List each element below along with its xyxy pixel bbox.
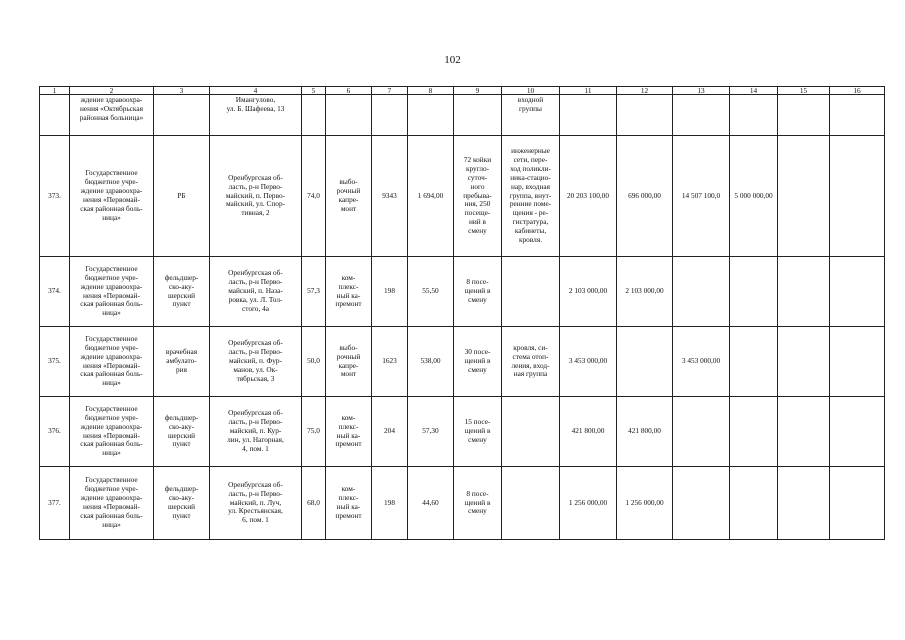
header-cell: 15 bbox=[778, 87, 830, 95]
cell-scope bbox=[502, 397, 560, 467]
page-number: 102 bbox=[444, 54, 461, 66]
cell-col16 bbox=[830, 327, 885, 397]
cell-col12: 2 103 000,00 bbox=[617, 257, 673, 327]
cell-col13 bbox=[673, 467, 730, 540]
cell-col14 bbox=[730, 257, 778, 327]
cell-capacity bbox=[454, 95, 502, 136]
cell-facility-type: врачебная амбулато- рия bbox=[154, 327, 210, 397]
cell-work-type: выбо- рочный капре- монт bbox=[326, 136, 372, 257]
cell-col16 bbox=[830, 397, 885, 467]
cell-col5: 50,0 bbox=[302, 327, 326, 397]
cell-col15 bbox=[778, 467, 830, 540]
cell-col13 bbox=[673, 257, 730, 327]
header-cell: 2 bbox=[70, 87, 154, 95]
cell-facility-type: фельдшер- ско-аку- шерский пункт bbox=[154, 467, 210, 540]
cell-col15 bbox=[778, 327, 830, 397]
header-cell: 3 bbox=[154, 87, 210, 95]
cell-col14 bbox=[730, 397, 778, 467]
cell-col5: 68,0 bbox=[302, 467, 326, 540]
cell-col7: 198 bbox=[372, 467, 408, 540]
cell-col7 bbox=[372, 95, 408, 136]
header-cell: 5 bbox=[302, 87, 326, 95]
cell-col15 bbox=[778, 257, 830, 327]
cell-facility-type: фельдшер- ско-аку- шерский пункт bbox=[154, 397, 210, 467]
cell-institution: Государственное бюджетное учре- ждение здравоохра- нения «Первомай- ская районная боль- ница» bbox=[70, 136, 154, 257]
cell-facility-type bbox=[154, 95, 210, 136]
cell-col14 bbox=[730, 95, 778, 136]
cell-col13 bbox=[673, 95, 730, 136]
table-row bbox=[40, 397, 885, 467]
cell-col7: 198 bbox=[372, 257, 408, 327]
cell-col16 bbox=[830, 467, 885, 540]
cell-facility-type: РБ bbox=[154, 136, 210, 257]
header-cell: 8 bbox=[408, 87, 454, 95]
cell-col12: 421 800,00 bbox=[617, 397, 673, 467]
cell-col8 bbox=[408, 95, 454, 136]
data-table bbox=[39, 86, 885, 540]
table-row bbox=[40, 95, 885, 136]
cell-institution: ждение здравоохра- нения «Октябрьская районная больница» bbox=[70, 95, 154, 136]
table-row bbox=[40, 467, 885, 540]
cell-col12: 1 256 000,00 bbox=[617, 467, 673, 540]
cell-total: 421 800,00 bbox=[560, 397, 617, 467]
cell-col15 bbox=[778, 397, 830, 467]
cell-total: 20 203 100,00 bbox=[560, 136, 617, 257]
cell-col16 bbox=[830, 136, 885, 257]
header-cell: 11 bbox=[560, 87, 617, 95]
header-cell: 14 bbox=[730, 87, 778, 95]
cell-institution: Государственное бюджетное учре- ждение здравоохра- нения «Первомай- ская районная боль- ница» bbox=[70, 257, 154, 327]
header-cell: 6 bbox=[326, 87, 372, 95]
cell-col12 bbox=[617, 95, 673, 136]
cell-capacity: 8 посе- щений в смену bbox=[454, 257, 502, 327]
cell-number bbox=[40, 95, 70, 136]
cell-col16 bbox=[830, 95, 885, 136]
cell-work-type: ком- плекс- ный ка- премонт bbox=[326, 397, 372, 467]
cell-col13: 14 507 100,0 bbox=[673, 136, 730, 257]
cell-col5: 74,0 bbox=[302, 136, 326, 257]
header-cell: 4 bbox=[210, 87, 302, 95]
cell-col15 bbox=[778, 136, 830, 257]
cell-scope: инженерные сети, пере- ход поликли- ника-стацио- нар, входная группа, внут- ренние поме- щения - ре- гистратура, кабинеты, кровля. bbox=[502, 136, 560, 257]
header-cell: 12 bbox=[617, 87, 673, 95]
cell-total: 2 103 000,00 bbox=[560, 257, 617, 327]
cell-number: 374. bbox=[40, 257, 70, 327]
cell-col14 bbox=[730, 467, 778, 540]
cell-institution: Государственное бюджетное учре- ждение здравоохра- нения «Первомай- ская районная боль- ница» bbox=[70, 397, 154, 467]
cell-col7: 1623 bbox=[372, 327, 408, 397]
cell-number: 377. bbox=[40, 467, 70, 540]
cell-address: Оренбургская об- ласть, р-н Перво- майский, п. Кур- лин, ул. Нагорная, 4, пом. 1 bbox=[210, 397, 302, 467]
table-row bbox=[40, 136, 885, 257]
cell-number: 375. bbox=[40, 327, 70, 397]
cell-col12 bbox=[617, 327, 673, 397]
cell-capacity: 72 койки кругло- суточ- ного пребыва- ния, 250 посеще- ний в смену bbox=[454, 136, 502, 257]
cell-col16 bbox=[830, 257, 885, 327]
cell-col13 bbox=[673, 397, 730, 467]
header-cell: 13 bbox=[673, 87, 730, 95]
cell-col8: 57,30 bbox=[408, 397, 454, 467]
cell-scope: входной группы bbox=[502, 95, 560, 136]
cell-col14: 5 000 000,00 bbox=[730, 136, 778, 257]
cell-address: Оренбургская об- ласть, р-н Перво- майский, п. Наза- ровка, ул. Л. Тол- стого, 4а bbox=[210, 257, 302, 327]
cell-address: Имангулово, ул. Б. Шафеева, 13 bbox=[210, 95, 302, 136]
cell-col14 bbox=[730, 327, 778, 397]
cell-scope bbox=[502, 467, 560, 540]
header-cell: 10 bbox=[502, 87, 560, 95]
cell-work-type: выбо- рочный капре- монт bbox=[326, 327, 372, 397]
cell-col15 bbox=[778, 95, 830, 136]
cell-col8: 1 694,00 bbox=[408, 136, 454, 257]
cell-col5: 75,0 bbox=[302, 397, 326, 467]
cell-col7: 204 bbox=[372, 397, 408, 467]
cell-scope bbox=[502, 257, 560, 327]
cell-col5 bbox=[302, 95, 326, 136]
cell-work-type: ком- плекс- ный ка- премонт bbox=[326, 467, 372, 540]
header-cell: 7 bbox=[372, 87, 408, 95]
header-cell: 1 bbox=[40, 87, 70, 95]
cell-work-type: ком- плекс- ный ка- премонт bbox=[326, 257, 372, 327]
table-row bbox=[40, 257, 885, 327]
header-cell: 16 bbox=[830, 87, 885, 95]
header-cell: 9 bbox=[454, 87, 502, 95]
cell-capacity: 8 посе- щений в смену bbox=[454, 467, 502, 540]
cell-col12: 696 000,00 bbox=[617, 136, 673, 257]
cell-col8: 44,60 bbox=[408, 467, 454, 540]
cell-scope: кровля, си- стема отоп- ления, вход- ная группа bbox=[502, 327, 560, 397]
cell-col8: 538,00 bbox=[408, 327, 454, 397]
cell-col8: 55,50 bbox=[408, 257, 454, 327]
cell-col13: 3 453 000,00 bbox=[673, 327, 730, 397]
cell-address: Оренбургская об- ласть, р-н Перво- майский, п. Фур- манов, ул. Ок- тябрьская, 3 bbox=[210, 327, 302, 397]
cell-total bbox=[560, 95, 617, 136]
cell-institution: Государственное бюджетное учре- ждение здравоохра- нения «Первомай- ская районная боль- ница» bbox=[70, 327, 154, 397]
cell-total: 1 256 000,00 bbox=[560, 467, 617, 540]
cell-capacity: 30 посе- щений в смену bbox=[454, 327, 502, 397]
cell-total: 3 453 000,00 bbox=[560, 327, 617, 397]
cell-address: Оренбургская об- ласть, р-н Перво- майский, п. Луч, ул. Крестьянская, 6, пом. 1 bbox=[210, 467, 302, 540]
cell-institution: Государственное бюджетное учре- ждение здравоохра- нения «Первомай- ская районная боль- ница» bbox=[70, 467, 154, 540]
cell-col5: 57,3 bbox=[302, 257, 326, 327]
cell-work-type bbox=[326, 95, 372, 136]
cell-number: 376. bbox=[40, 397, 70, 467]
header-row bbox=[40, 87, 885, 95]
cell-col7: 9343 bbox=[372, 136, 408, 257]
table-row bbox=[40, 327, 885, 397]
cell-address: Оренбургская об- ласть, р-н Перво- майский, п. Перво- майский, ул. Спор- тивная, 2 bbox=[210, 136, 302, 257]
cell-capacity: 15 посе- щений в смену bbox=[454, 397, 502, 467]
cell-facility-type: фельдшер- ско-аку- шерский пункт bbox=[154, 257, 210, 327]
cell-number: 373. bbox=[40, 136, 70, 257]
